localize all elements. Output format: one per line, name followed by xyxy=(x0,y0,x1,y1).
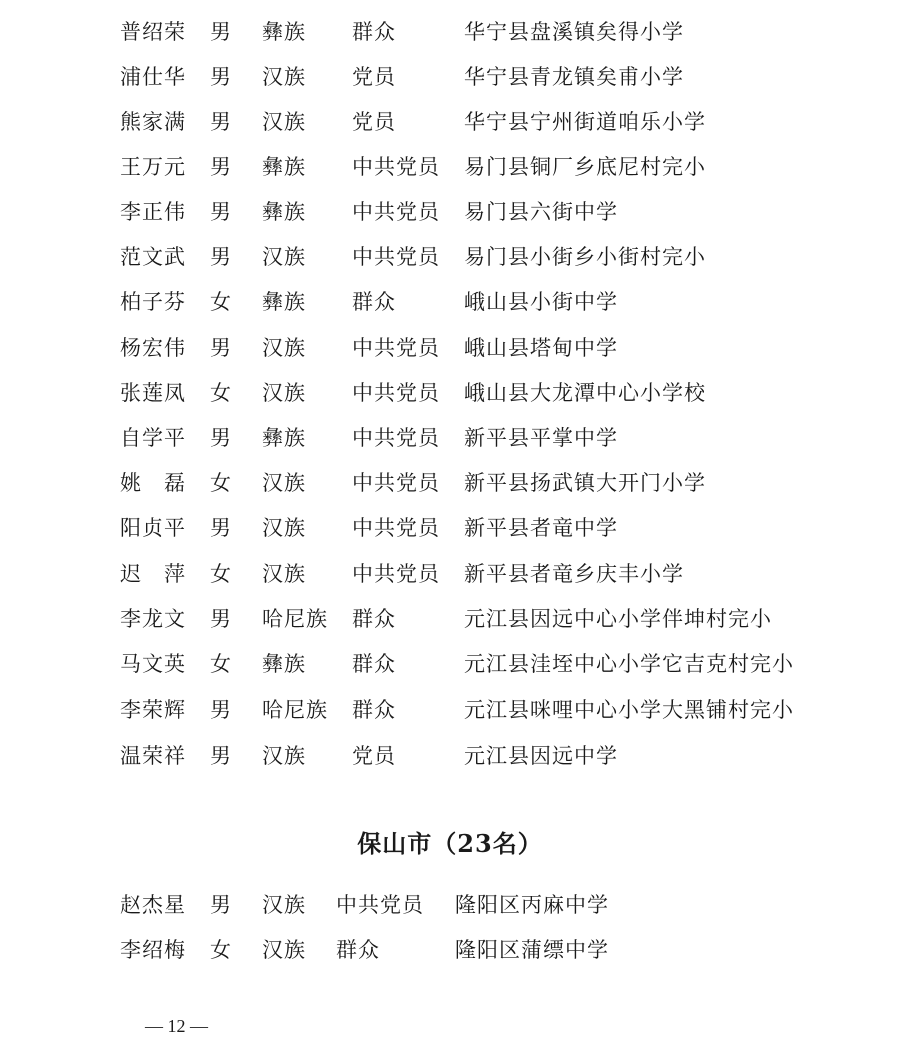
teacher-name: 阳贞平 xyxy=(120,516,186,540)
teacher-party: 中共党员 xyxy=(336,893,424,917)
teacher-school: 峨山县大龙潭中心小学校 xyxy=(464,381,706,405)
table-row xyxy=(0,241,900,273)
teacher-party: 党员 xyxy=(352,110,396,134)
teacher-school: 元江县因远中学 xyxy=(464,744,618,768)
table-row xyxy=(0,740,900,772)
teacher-gender: 男 xyxy=(210,245,232,269)
teacher-ethnicity: 彝族 xyxy=(262,290,306,314)
teacher-party: 群众 xyxy=(352,20,396,44)
teacher-party: 党员 xyxy=(352,65,396,89)
teacher-ethnicity: 哈尼族 xyxy=(262,607,328,631)
teacher-school: 峨山县塔甸中学 xyxy=(464,336,618,360)
teacher-school: 新平县者竜中学 xyxy=(464,516,618,540)
teacher-party: 群众 xyxy=(352,290,396,314)
teacher-ethnicity: 汉族 xyxy=(262,65,306,89)
teacher-school: 新平县平掌中学 xyxy=(464,426,618,450)
teacher-party: 中共党员 xyxy=(352,381,440,405)
table-row xyxy=(0,512,900,544)
teacher-school: 隆阳区丙麻中学 xyxy=(455,893,609,917)
teacher-name: 温荣祥 xyxy=(120,744,186,768)
teacher-name: 赵杰星 xyxy=(120,893,186,917)
teacher-name: 马文英 xyxy=(120,652,186,676)
teacher-name: 王万元 xyxy=(120,155,186,179)
table-row xyxy=(0,332,900,364)
teacher-party: 群众 xyxy=(352,652,396,676)
teacher-party: 群众 xyxy=(336,938,380,962)
teacher-name: 普绍荣 xyxy=(120,20,186,44)
teacher-party: 中共党员 xyxy=(352,336,440,360)
teacher-gender: 男 xyxy=(210,698,232,722)
teacher-ethnicity: 汉族 xyxy=(262,381,306,405)
teacher-gender: 男 xyxy=(210,155,232,179)
teacher-name: 姚 磊 xyxy=(120,471,186,495)
teacher-party: 中共党员 xyxy=(352,516,440,540)
teacher-party: 群众 xyxy=(352,607,396,631)
teacher-gender: 女 xyxy=(210,471,232,495)
teacher-ethnicity: 彝族 xyxy=(262,652,306,676)
teacher-party: 中共党员 xyxy=(352,426,440,450)
teacher-party: 中共党员 xyxy=(352,471,440,495)
teacher-ethnicity: 汉族 xyxy=(262,471,306,495)
teacher-school: 隆阳区蒲缥中学 xyxy=(455,938,609,962)
teacher-school: 元江县咪哩中心小学大黑铺村完小 xyxy=(464,698,794,722)
teacher-school: 华宁县青龙镇矣甫小学 xyxy=(464,65,684,89)
teacher-gender: 女 xyxy=(210,938,232,962)
teacher-school: 元江县洼垤中心小学它吉克村完小 xyxy=(464,652,794,676)
teacher-gender: 男 xyxy=(210,65,232,89)
teacher-school: 易门县铜厂乡底尼村完小 xyxy=(464,155,706,179)
teacher-school: 华宁县盘溪镇矣得小学 xyxy=(464,20,684,44)
teacher-school: 易门县小街乡小街村完小 xyxy=(464,245,706,269)
teacher-party: 中共党员 xyxy=(352,562,440,586)
table-row xyxy=(0,377,900,409)
teacher-gender: 女 xyxy=(210,652,232,676)
table-row xyxy=(0,61,900,93)
teacher-ethnicity: 汉族 xyxy=(262,110,306,134)
teacher-school: 新平县者竜乡庆丰小学 xyxy=(464,562,684,586)
teacher-name: 李荣辉 xyxy=(120,698,186,722)
teacher-ethnicity: 彝族 xyxy=(262,20,306,44)
table-row xyxy=(0,16,900,48)
table-row xyxy=(0,151,900,183)
teacher-name: 熊家满 xyxy=(120,110,186,134)
teacher-ethnicity: 哈尼族 xyxy=(262,698,328,722)
teacher-name: 迟 萍 xyxy=(120,562,186,586)
table-row xyxy=(0,467,900,499)
teacher-name: 浦仕华 xyxy=(120,65,186,89)
teacher-party: 中共党员 xyxy=(352,245,440,269)
teacher-gender: 女 xyxy=(210,562,232,586)
teacher-name: 柏子芬 xyxy=(120,290,186,314)
table-row xyxy=(0,196,900,228)
page-number: — 12 — xyxy=(145,1016,208,1036)
table-row xyxy=(0,558,900,590)
teacher-gender: 男 xyxy=(210,893,232,917)
teacher-ethnicity: 汉族 xyxy=(262,245,306,269)
teacher-gender: 男 xyxy=(210,426,232,450)
teacher-name: 李绍梅 xyxy=(120,938,186,962)
table-row xyxy=(0,422,900,454)
table-row xyxy=(0,889,900,921)
teacher-ethnicity: 汉族 xyxy=(262,938,306,962)
teacher-name: 李正伟 xyxy=(120,200,186,224)
teacher-party: 党员 xyxy=(352,744,396,768)
teacher-school: 元江县因远中心小学伴坤村完小 xyxy=(464,607,772,631)
teacher-name: 自学平 xyxy=(120,426,186,450)
teacher-party: 中共党员 xyxy=(352,200,440,224)
teacher-ethnicity: 彝族 xyxy=(262,426,306,450)
teacher-gender: 男 xyxy=(210,200,232,224)
teacher-gender: 男 xyxy=(210,20,232,44)
teacher-school: 易门县六街中学 xyxy=(464,200,618,224)
teacher-gender: 男 xyxy=(210,110,232,134)
teacher-party: 中共党员 xyxy=(352,155,440,179)
table-row xyxy=(0,106,900,138)
teacher-ethnicity: 汉族 xyxy=(262,516,306,540)
teacher-school: 新平县扬武镇大开门小学 xyxy=(464,471,706,495)
teacher-name: 张莲凤 xyxy=(120,381,186,405)
teacher-ethnicity: 彝族 xyxy=(262,155,306,179)
teacher-school: 峨山县小街中学 xyxy=(464,290,618,314)
teacher-party: 群众 xyxy=(352,698,396,722)
teacher-gender: 男 xyxy=(210,516,232,540)
teacher-gender: 男 xyxy=(210,744,232,768)
teacher-ethnicity: 汉族 xyxy=(262,744,306,768)
teacher-ethnicity: 彝族 xyxy=(262,200,306,224)
teacher-name: 杨宏伟 xyxy=(120,336,186,360)
teacher-gender: 男 xyxy=(210,607,232,631)
teacher-ethnicity: 汉族 xyxy=(262,893,306,917)
table-row xyxy=(0,648,900,680)
teacher-name: 李龙文 xyxy=(120,607,186,631)
table-row xyxy=(0,694,900,726)
teacher-gender: 女 xyxy=(210,290,232,314)
teacher-gender: 男 xyxy=(210,336,232,360)
table-row xyxy=(0,603,900,635)
table-row xyxy=(0,286,900,318)
teacher-name: 范文武 xyxy=(120,245,186,269)
teacher-school: 华宁县宁州街道咱乐小学 xyxy=(464,110,706,134)
teacher-ethnicity: 汉族 xyxy=(262,336,306,360)
teacher-gender: 女 xyxy=(210,381,232,405)
teacher-ethnicity: 汉族 xyxy=(262,562,306,586)
section-heading: 保山市（23名） xyxy=(357,829,543,858)
table-row xyxy=(0,934,900,966)
